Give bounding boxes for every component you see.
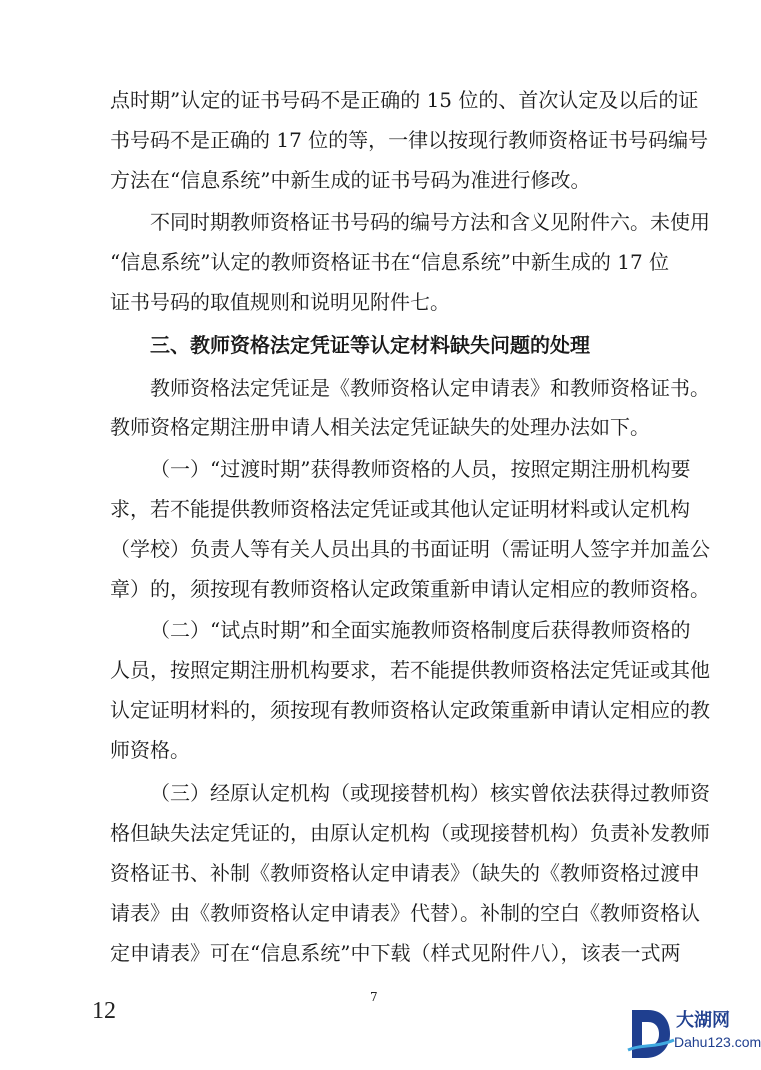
dahu-logo-icon [628,1004,674,1062]
body-line: 不同时期教师资格证书号码的编号方法和含义见附件六。未使用 [150,210,710,234]
watermark-site: Dahu123.com [674,1034,761,1050]
body-line: 书号码不是正确的 17 位的等，一律以按现行教师资格证书号码编号 [110,128,709,152]
page-number-handwritten: 12 [92,998,116,1024]
body-line: 方法在“信息系统”中新生成的证书号码为准进行修改。 [110,168,591,192]
body-line: 人员，按照定期注册机构要求，若不能提供教师资格法定凭证或其他 [110,658,710,682]
body-line: 师资格。 [110,738,190,762]
body-line: （二）“试点时期”和全面实施教师资格制度后获得教师资格的 [150,618,691,642]
body-line: 认定证明材料的，须按现有教师资格认定政策重新申请认定相应的教 [110,698,710,722]
body-line: 格但缺失法定凭证的，由原认定机构（或现接替机构）负责补发教师 [110,821,710,845]
page-number: 7 [370,990,378,1004]
watermark-title: 大湖网 [676,1010,730,1031]
body-line: 请表》由《教师资格认定申请表》代替）。补制的空白《教师资格认 [110,901,700,925]
section-heading: 三、教师资格法定凭证等认定材料缺失问题的处理 [150,333,590,357]
body-line: 定申请表》可在“信息系统”中下载（样式见附件八），该表一式两 [110,941,681,965]
watermark-logo [628,1004,761,1066]
body-line: （一）“过渡时期”获得教师资格的人员，按照定期注册机构要 [150,457,691,481]
body-line: 证书号码的取值规则和说明见附件七。 [110,290,450,314]
body-line: 点时期”认定的证书号码不是正确的 15 位的、首次认定及以后的证 [110,88,699,112]
body-line: （学校）负责人等有关人员出具的书面证明（需证明人签字并加盖公 [110,537,710,561]
body-line: 教师资格法定凭证是《教师资格认定申请表》和教师资格证书。 [150,376,710,400]
body-line: （三）经原认定机构（或现接替机构）核实曾依法获得过教师资 [150,781,710,805]
body-line: 资格证书、补制《教师资格认定申请表》（缺失的《教师资格过渡申 [110,861,700,885]
body-line: 教师资格定期注册申请人相关法定凭证缺失的处理办法如下。 [110,415,650,439]
body-line: 求，若不能提供教师资格法定凭证或其他认定证明材料或认定机构 [110,497,690,521]
body-line: “信息系统”认定的教师资格证书在“信息系统”中新生成的 17 位 [110,250,670,274]
body-line: 章）的，须按现有教师资格认定政策重新申请认定相应的教师资格。 [110,577,710,601]
